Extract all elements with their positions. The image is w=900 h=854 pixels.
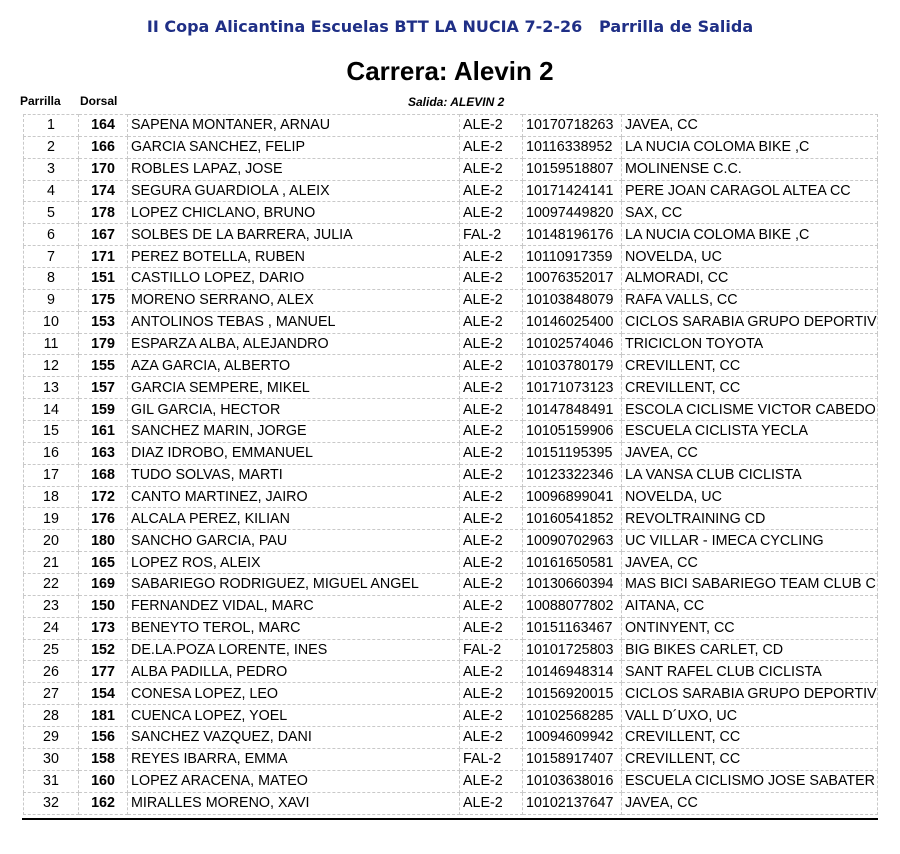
- rider-name: LOPEZ ARACENA, MATEO: [128, 770, 460, 792]
- category: ALE-2: [460, 268, 523, 290]
- bib-number: 160: [79, 770, 128, 792]
- club-name: AITANA, CC: [622, 595, 878, 617]
- grid-position: 26: [24, 661, 79, 683]
- table-row: [24, 595, 878, 617]
- license-number: 10097449820: [523, 202, 622, 224]
- rider-name: FERNANDEZ VIDAL, MARC: [128, 595, 460, 617]
- category: FAL-2: [460, 224, 523, 246]
- category: ALE-2: [460, 377, 523, 399]
- rider-name: ALBA PADILLA, PEDRO: [128, 661, 460, 683]
- category: ALE-2: [460, 180, 523, 202]
- grid-position: 25: [24, 639, 79, 661]
- rider-name: LOPEZ CHICLANO, BRUNO: [128, 202, 460, 224]
- bib-number: 174: [79, 180, 128, 202]
- bib-number: 154: [79, 683, 128, 705]
- license-number: 10101725803: [523, 639, 622, 661]
- table-row: [24, 792, 878, 814]
- grid-position: 5: [24, 202, 79, 224]
- rider-name: SOLBES DE LA BARRERA, JULIA: [128, 224, 460, 246]
- club-name: ALMORADI, CC: [622, 268, 878, 290]
- club-name: ESCUELA CICLISMO JOSE SABATER: [622, 770, 878, 792]
- club-name: JAVEA, CC: [622, 792, 878, 814]
- rider-name: SANCHO GARCIA, PAU: [128, 530, 460, 552]
- grid-position: 12: [24, 355, 79, 377]
- table-row: [24, 224, 878, 246]
- club-name: VALL D´UXO, UC: [622, 705, 878, 727]
- table-row: [24, 508, 878, 530]
- table-row: [24, 377, 878, 399]
- grid-position: 15: [24, 421, 79, 443]
- rider-name: SABARIEGO RODRIGUEZ, MIGUEL ANGEL: [128, 574, 460, 596]
- grid-position: 3: [24, 158, 79, 180]
- rider-name: LOPEZ ROS, ALEIX: [128, 552, 460, 574]
- club-name: NOVELDA, UC: [622, 486, 878, 508]
- club-name: REVOLTRAINING CD: [622, 508, 878, 530]
- bib-number: 157: [79, 377, 128, 399]
- club-name: SAX, CC: [622, 202, 878, 224]
- table-row: [24, 399, 878, 421]
- bib-number: 163: [79, 442, 128, 464]
- rider-name: CANTO MARTINEZ, JAIRO: [128, 486, 460, 508]
- category: ALE-2: [460, 202, 523, 224]
- license-number: 10105159906: [523, 421, 622, 443]
- license-number: 10103780179: [523, 355, 622, 377]
- grid-position: 18: [24, 486, 79, 508]
- license-number: 10148196176: [523, 224, 622, 246]
- category: ALE-2: [460, 311, 523, 333]
- bib-number: 156: [79, 727, 128, 749]
- category: ALE-2: [460, 246, 523, 268]
- table-row: [24, 683, 878, 705]
- grid-position: 19: [24, 508, 79, 530]
- grid-position: 30: [24, 748, 79, 770]
- bib-number: 155: [79, 355, 128, 377]
- grid-position: 7: [24, 246, 79, 268]
- club-name: ESCUELA CICLISTA YECLA: [622, 421, 878, 443]
- grid-position: 24: [24, 617, 79, 639]
- club-name: ESCOLA CICLISME VICTOR CABEDO: [622, 399, 878, 421]
- category: ALE-2: [460, 158, 523, 180]
- category: ALE-2: [460, 333, 523, 355]
- column-header-dorsal: Dorsal: [80, 94, 118, 108]
- club-name: RAFA VALLS, CC: [622, 289, 878, 311]
- table-row: [24, 748, 878, 770]
- bottom-rule: [22, 818, 878, 820]
- rider-name: CONESA LOPEZ, LEO: [128, 683, 460, 705]
- grid-position: 29: [24, 727, 79, 749]
- grid-position: 22: [24, 574, 79, 596]
- rider-name: ALCALA PEREZ, KILIAN: [128, 508, 460, 530]
- start-grid-body: [24, 115, 878, 815]
- license-number: 10146948314: [523, 661, 622, 683]
- club-name: CREVILLENT, CC: [622, 727, 878, 749]
- grid-position: 4: [24, 180, 79, 202]
- club-name: LA NUCIA COLOMA BIKE ,C: [622, 136, 878, 158]
- rider-name: GARCIA SEMPERE, MIKEL: [128, 377, 460, 399]
- rider-name: ANTOLINOS TEBAS , MANUEL: [128, 311, 460, 333]
- license-number: 10170718263: [523, 115, 622, 137]
- grid-position: 17: [24, 464, 79, 486]
- table-row: [24, 333, 878, 355]
- grid-position: 21: [24, 552, 79, 574]
- event-title: II Copa Alicantina Escuelas BTT LA NUCIA 7-2-26 Parrilla de Salida: [146, 17, 754, 36]
- bib-number: 176: [79, 508, 128, 530]
- club-name: CREVILLENT, CC: [622, 355, 878, 377]
- grid-position: 27: [24, 683, 79, 705]
- category: ALE-2: [460, 136, 523, 158]
- rider-name: CUENCA LOPEZ, YOEL: [128, 705, 460, 727]
- category: FAL-2: [460, 748, 523, 770]
- bib-number: 170: [79, 158, 128, 180]
- license-number: 10076352017: [523, 268, 622, 290]
- club-name: UC VILLAR - IMECA CYCLING: [622, 530, 878, 552]
- category: ALE-2: [460, 421, 523, 443]
- rider-name: PEREZ BOTELLA, RUBEN: [128, 246, 460, 268]
- bib-number: 151: [79, 268, 128, 290]
- bib-number: 158: [79, 748, 128, 770]
- grid-position: 6: [24, 224, 79, 246]
- license-number: 10159518807: [523, 158, 622, 180]
- category: ALE-2: [460, 442, 523, 464]
- race-title: Carrera: Alevin 2: [346, 56, 554, 86]
- bib-number: 180: [79, 530, 128, 552]
- club-name: CICLOS SARABIA GRUPO DEPORTIV: [622, 683, 878, 705]
- table-row: [24, 289, 878, 311]
- license-number: 10102568285: [523, 705, 622, 727]
- bib-number: 179: [79, 333, 128, 355]
- license-number: 10103848079: [523, 289, 622, 311]
- club-name: NOVELDA, UC: [622, 246, 878, 268]
- club-name: LA NUCIA COLOMA BIKE ,C: [622, 224, 878, 246]
- table-row: [24, 727, 878, 749]
- club-name: CREVILLENT, CC: [622, 377, 878, 399]
- table-row: [24, 442, 878, 464]
- rider-name: TUDO SOLVAS, MARTI: [128, 464, 460, 486]
- category: ALE-2: [460, 530, 523, 552]
- bib-number: 166: [79, 136, 128, 158]
- license-number: 10130660394: [523, 574, 622, 596]
- category: ALE-2: [460, 705, 523, 727]
- bib-number: 153: [79, 311, 128, 333]
- rider-name: REYES IBARRA, EMMA: [128, 748, 460, 770]
- license-number: 10171424141: [523, 180, 622, 202]
- table-row: [24, 202, 878, 224]
- license-number: 10116338952: [523, 136, 622, 158]
- category: ALE-2: [460, 399, 523, 421]
- bib-number: 165: [79, 552, 128, 574]
- table-row: [24, 639, 878, 661]
- grid-position: 11: [24, 333, 79, 355]
- table-row: [24, 617, 878, 639]
- club-name: BIG BIKES CARLET, CD: [622, 639, 878, 661]
- license-number: 10161650581: [523, 552, 622, 574]
- rider-name: GIL GARCIA, HECTOR: [128, 399, 460, 421]
- category: ALE-2: [460, 552, 523, 574]
- grid-position: 1: [24, 115, 79, 137]
- rider-name: BENEYTO TEROL, MARC: [128, 617, 460, 639]
- club-name: CICLOS SARABIA GRUPO DEPORTIV: [622, 311, 878, 333]
- category: ALE-2: [460, 727, 523, 749]
- bib-number: 175: [79, 289, 128, 311]
- rider-name: SEGURA GUARDIOLA , ALEIX: [128, 180, 460, 202]
- category: ALE-2: [460, 486, 523, 508]
- category: ALE-2: [460, 355, 523, 377]
- club-name: SANT RAFEL CLUB CICLISTA: [622, 661, 878, 683]
- club-name: JAVEA, CC: [622, 115, 878, 137]
- category: ALE-2: [460, 661, 523, 683]
- license-number: 10102137647: [523, 792, 622, 814]
- table-row: [24, 705, 878, 727]
- table-row: [24, 530, 878, 552]
- bib-number: 168: [79, 464, 128, 486]
- table-row: [24, 158, 878, 180]
- bib-number: 171: [79, 246, 128, 268]
- club-name: TRICICLON TOYOTA: [622, 333, 878, 355]
- grid-position: 10: [24, 311, 79, 333]
- bib-number: 150: [79, 595, 128, 617]
- grid-position: 32: [24, 792, 79, 814]
- license-number: 10103638016: [523, 770, 622, 792]
- license-number: 10090702963: [523, 530, 622, 552]
- club-name: LA VANSA CLUB CICLISTA: [622, 464, 878, 486]
- start-grid-table: [23, 114, 878, 815]
- rider-name: AZA GARCIA, ALBERTO: [128, 355, 460, 377]
- bib-number: 178: [79, 202, 128, 224]
- table-row: [24, 246, 878, 268]
- bib-number: 159: [79, 399, 128, 421]
- bib-number: 164: [79, 115, 128, 137]
- table-row: [24, 661, 878, 683]
- category: ALE-2: [460, 574, 523, 596]
- table-row: [24, 574, 878, 596]
- license-number: 10094609942: [523, 727, 622, 749]
- grid-position: 14: [24, 399, 79, 421]
- license-number: 10123322346: [523, 464, 622, 486]
- table-row: [24, 355, 878, 377]
- grid-position: 20: [24, 530, 79, 552]
- bib-number: 181: [79, 705, 128, 727]
- category: ALE-2: [460, 792, 523, 814]
- table-row: [24, 115, 878, 137]
- bib-number: 152: [79, 639, 128, 661]
- rider-name: ROBLES LAPAZ, JOSE: [128, 158, 460, 180]
- rider-name: MIRALLES MORENO, XAVI: [128, 792, 460, 814]
- table-row: [24, 770, 878, 792]
- category: ALE-2: [460, 508, 523, 530]
- grid-position: 31: [24, 770, 79, 792]
- category: FAL-2: [460, 639, 523, 661]
- table-row: [24, 552, 878, 574]
- bib-number: 169: [79, 574, 128, 596]
- club-name: PERE JOAN CARAGOL ALTEA CC: [622, 180, 878, 202]
- grid-position: 23: [24, 595, 79, 617]
- grid-position: 13: [24, 377, 79, 399]
- category: ALE-2: [460, 683, 523, 705]
- table-row: [24, 486, 878, 508]
- grid-position: 9: [24, 289, 79, 311]
- bib-number: 173: [79, 617, 128, 639]
- grid-position: 28: [24, 705, 79, 727]
- license-number: 10151195395: [523, 442, 622, 464]
- license-number: 10156920015: [523, 683, 622, 705]
- club-name: MOLINENSE C.C.: [622, 158, 878, 180]
- grid-position: 2: [24, 136, 79, 158]
- category: ALE-2: [460, 115, 523, 137]
- grid-position: 16: [24, 442, 79, 464]
- table-row: [24, 268, 878, 290]
- rider-name: CASTILLO LOPEZ, DARIO: [128, 268, 460, 290]
- rider-name: SANCHEZ MARIN, JORGE: [128, 421, 460, 443]
- bib-number: 162: [79, 792, 128, 814]
- bib-number: 161: [79, 421, 128, 443]
- table-row: [24, 311, 878, 333]
- license-number: 10102574046: [523, 333, 622, 355]
- license-number: 10151163467: [523, 617, 622, 639]
- club-name: ONTINYENT, CC: [622, 617, 878, 639]
- license-number: 10096899041: [523, 486, 622, 508]
- club-name: CREVILLENT, CC: [622, 748, 878, 770]
- license-number: 10147848491: [523, 399, 622, 421]
- club-name: JAVEA, CC: [622, 442, 878, 464]
- category: ALE-2: [460, 617, 523, 639]
- rider-name: MORENO SERRANO, ALEX: [128, 289, 460, 311]
- salida-label: Salida: ALEVIN 2: [408, 95, 505, 109]
- bib-number: 177: [79, 661, 128, 683]
- table-row: [24, 421, 878, 443]
- license-number: 10171073123: [523, 377, 622, 399]
- table-row: [24, 180, 878, 202]
- license-number: 10088077802: [523, 595, 622, 617]
- category: ALE-2: [460, 289, 523, 311]
- rider-name: SANCHEZ VAZQUEZ, DANI: [128, 727, 460, 749]
- rider-name: DE.LA.POZA LORENTE, INES: [128, 639, 460, 661]
- rider-name: GARCIA SANCHEZ, FELIP: [128, 136, 460, 158]
- column-header-parrilla: Parrilla: [20, 94, 61, 108]
- rider-name: SAPENA MONTANER, ARNAU: [128, 115, 460, 137]
- license-number: 10160541852: [523, 508, 622, 530]
- club-name: JAVEA, CC: [622, 552, 878, 574]
- rider-name: ESPARZA ALBA, ALEJANDRO: [128, 333, 460, 355]
- license-number: 10146025400: [523, 311, 622, 333]
- category: ALE-2: [460, 595, 523, 617]
- category: ALE-2: [460, 770, 523, 792]
- category: ALE-2: [460, 464, 523, 486]
- license-number: 10110917359: [523, 246, 622, 268]
- club-name: MAS BICI SABARIEGO TEAM CLUB C: [622, 574, 878, 596]
- table-row: [24, 464, 878, 486]
- table-row: [24, 136, 878, 158]
- bib-number: 167: [79, 224, 128, 246]
- rider-name: DIAZ IDROBO, EMMANUEL: [128, 442, 460, 464]
- bib-number: 172: [79, 486, 128, 508]
- license-number: 10158917407: [523, 748, 622, 770]
- grid-position: 8: [24, 268, 79, 290]
